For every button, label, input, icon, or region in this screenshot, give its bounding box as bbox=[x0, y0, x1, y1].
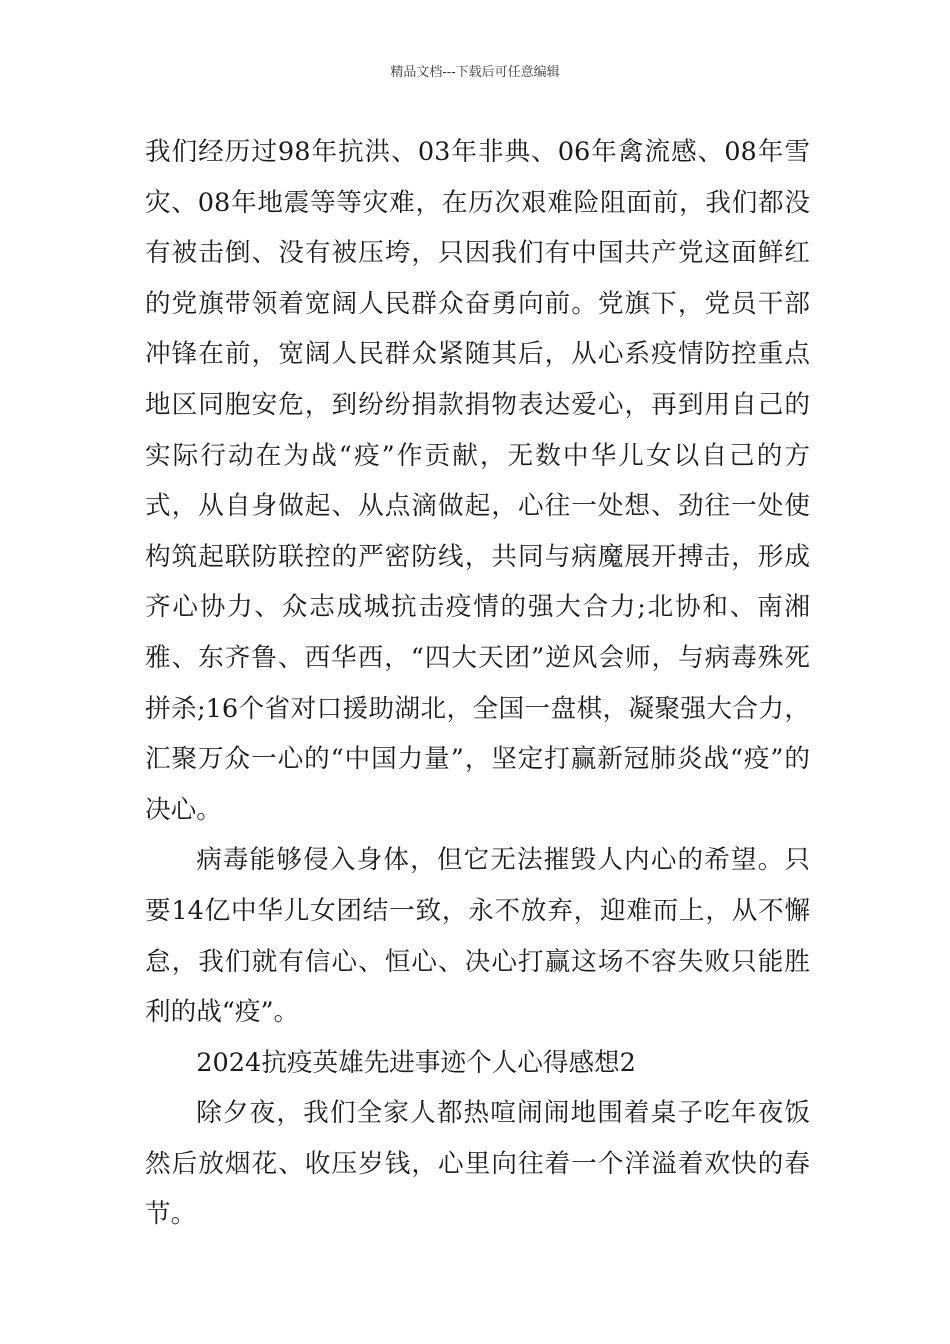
page-header: 精品文档---下载后可任意编辑 bbox=[390, 65, 560, 80]
paragraph-party-flag: 我们经历过98年抗洪、03年非典、06年禽流感、08年雪灾、08年地震等等灾难，在历次艰难险阻面前，我们都没有被击倒、没有被压垮，只因我们有中国共产党这面鲜红的党旗带领着宽阔人民群众奋勇向前。党旗下，党员干部冲锋在前，宽阔人民群众紧随其后，从心系疫情防控重点地区同胞安危，到纷纷捐款捐物表达爱心，再到用自己的实际行动在为战“疫”作贡献，无数中华儿女以自己的方式，从自身做起、从点滴做起，心往一处想、劲往一处使构筑起联防联控的严密防线，共同与病魔展开搏击，形成齐心协力、众志成城抗击疫情的强大合力;北协和、南湘雅、东齐鲁、西华西，“四大天团”逆风会师，与病毒殊死拼杀;16个省对口援助湖北，全国一盘棋，凝聚强大合力，汇聚万众一心的“中国力量”，坚定打赢新冠肺炎战“疫”的决心。 bbox=[145, 137, 810, 825]
section-heading: 2024抗疫英雄先进事迹个人心得感想2 bbox=[196, 1047, 636, 1078]
paragraph-hope: 病毒能够侵入身体，但它无法摧毁人内心的希望。只要14亿中华儿女团结一致，永不放弃，迎难而上，从不懈怠，我们就有信心、恒心、决心打赢这场不容失败只能胜利的战“疫”。 bbox=[145, 845, 810, 1028]
document-body bbox=[145, 127, 810, 1240]
paragraph-new-year-eve: 除夕夜，我们全家人都热喧闹闹地围着桌子吃年夜饭然后放烟花、收压岁钱，心里向往着一个洋溢着欢快的春节。 bbox=[145, 1098, 810, 1230]
